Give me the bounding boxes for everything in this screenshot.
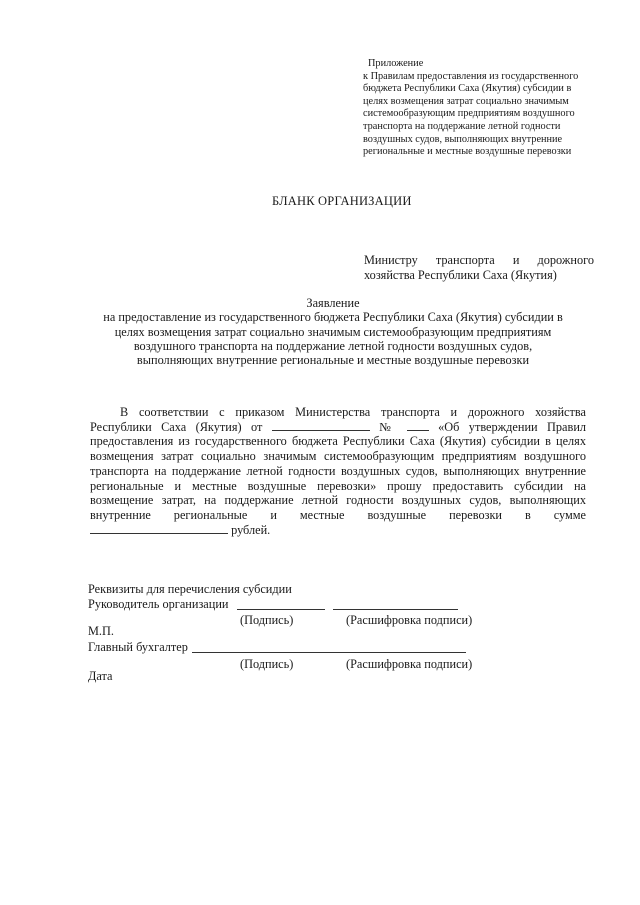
statement-title-block xyxy=(80,296,586,367)
appendix-line: бюджета Республики Саха (Якутия) субсидии в xyxy=(363,83,572,95)
head-decode-line[interactable] xyxy=(333,609,458,610)
signature-hint: (Подпись) xyxy=(240,657,294,671)
decode-hint: (Расшифровка подписи) xyxy=(346,657,473,671)
statement-subtitle-line: на предоставление из государственного бюджета Республики Саха (Якутия) субсидии в xyxy=(103,310,563,325)
order-date-field[interactable] xyxy=(272,420,370,431)
body-line-order-reference xyxy=(90,420,586,435)
statement-title: Заявление xyxy=(306,296,360,310)
seal-label: М.П. xyxy=(88,624,114,638)
body-text: № xyxy=(379,419,398,434)
head-of-organization-label: Руководитель организации xyxy=(88,597,229,611)
statement-subtitle-line: выполняющих внутренние региональные и местные воздушные перевозки xyxy=(136,353,530,368)
body-text: «Об утверждении Правил xyxy=(438,419,587,434)
addressee-line: Министру транспорта и дорожного xyxy=(364,253,594,267)
body-line: возмещение затрат, на поддержание летной годности воздушных судов, выполняющих xyxy=(90,493,586,508)
body-line: региональные и местные воздушные перевозки» прошу предоставить субсидии на xyxy=(90,478,586,493)
addressee-block xyxy=(364,253,594,283)
signature-hint: (Подпись) xyxy=(240,613,294,627)
statement-body xyxy=(90,405,586,537)
organization-blank-heading: БЛАНК ОРГАНИЗАЦИИ xyxy=(272,194,412,208)
body-line: возмещения затрат социально значимым системообразующим предприятиям воздушного xyxy=(90,449,586,464)
requisites-label: Реквизиты для перечисления субсидии xyxy=(88,582,292,596)
appendix-line: Приложение xyxy=(368,58,424,69)
body-text: рублей. xyxy=(231,522,271,537)
body-text: Республики Саха (Якутия) от xyxy=(90,419,263,434)
chief-accountant-label: Главный бухгалтер xyxy=(88,640,188,654)
appendix-line: системообразующим предприятиям воздушного xyxy=(363,108,575,120)
appendix-line: транспорта на поддержание летной годности xyxy=(363,120,561,132)
head-signature-line[interactable] xyxy=(237,609,325,610)
body-line: предоставления из государственного бюджета Республики Саха (Якутия) субсидии в целях xyxy=(90,434,586,449)
appendix-line: к Правилам предоставления из государственного xyxy=(363,70,579,82)
body-line: транспорта на поддержание летной годности воздушных судов, выполняющих внутренние xyxy=(90,463,586,478)
decode-hint: (Расшифровка подписи) xyxy=(346,613,473,627)
appendix-line: целях возмещения затрат социально значимым xyxy=(363,95,569,107)
order-number-field[interactable] xyxy=(407,420,429,431)
statement-subtitle-line: воздушного транспорта на поддержание летной годности воздушных судов, xyxy=(133,338,533,353)
amount-field[interactable] xyxy=(90,523,228,534)
date-label: Дата xyxy=(88,669,113,683)
accountant-decode-line[interactable] xyxy=(344,652,466,653)
appendix-line: региональные и местные воздушные перевозки xyxy=(363,146,572,158)
statement-subtitle-line: целях возмещения затрат социально значимым системообразующим предприятиям xyxy=(114,324,552,339)
accountant-signature-line[interactable] xyxy=(192,652,365,653)
body-line: В соответствии с приказом Министерства транспорта и дорожного хозяйства xyxy=(120,405,586,419)
addressee-line: хозяйства Республики Саха (Якутия) xyxy=(364,268,557,282)
appendix-note xyxy=(363,58,595,159)
body-line-amount xyxy=(90,523,586,538)
appendix-line: воздушных судов, выполняющих внутренние xyxy=(363,133,563,145)
body-line: внутренние региональные и местные воздушные перевозки в сумме xyxy=(90,507,586,522)
